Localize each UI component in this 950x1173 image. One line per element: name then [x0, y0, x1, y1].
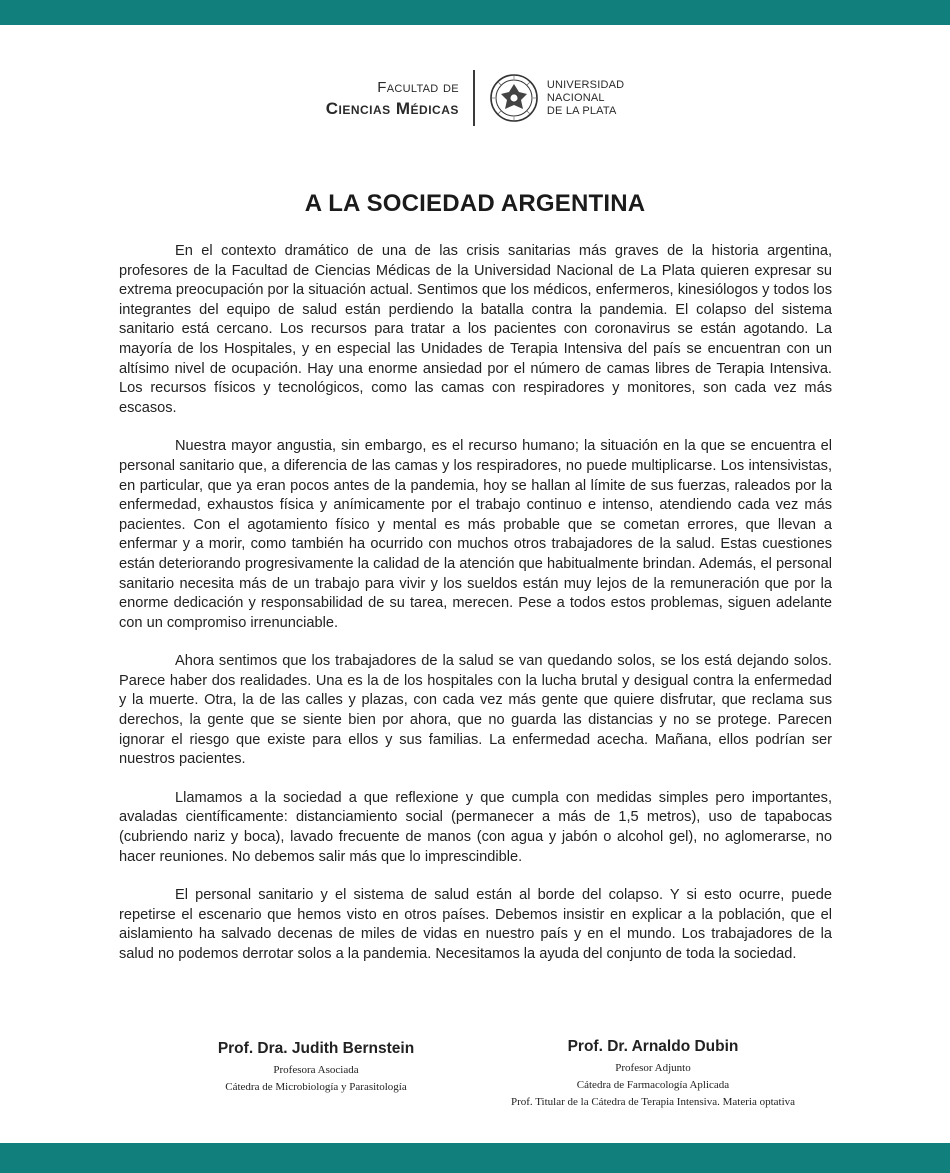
faculty-name: [326, 77, 459, 119]
paragraph-3: Ahora sentimos que los trabajadores de la salud se van quedando solos, se los está dejando solos. Parece haber dos realidades. Una es la de los hospitales con la lucha brutal y desigual contra la enfermedad y la muerte. Otra, la de las calles y plazas, con cada vez más gente que quiere disfrutar, que reclama sus derechos, la gente que se siente bien por ahora, que no guarda las distancias y no se protege. Parecen ignorar el riesgo que existe para ellos y sus familias. La enfermedad acecha. Mañana, ellos podrían ser nuestros pacientes.: [119, 653, 832, 768]
signatory-name: Prof. Dr. Arnaldo Dubin: [567, 1038, 739, 1055]
university-line-2: NACIONAL: [546, 91, 605, 104]
paragraph-4: Llamamos a la sociedad a que reflexione y que cumpla con medidas simples pero importantes, avaladas científicamente: distanciamiento social (permanecer a más de 1,5 metros), uso de tapabocas (cubriendo nariz y boca), lavado frecuente de manos (con agua y jabón o alcohol gel), no aglomerarse, no hacer reuniones. No debemos salir más que lo imprescindible.: [119, 789, 832, 865]
top-color-band: [0, 0, 950, 25]
signatory-extra-title: Prof. Titular de la Cátedra de Terapia Intensiva. Materia optativa: [510, 1096, 796, 1108]
signatory-name: Prof. Dra. Judith Bernstein: [217, 1040, 415, 1057]
signatory-role: Profesor Adjunto: [615, 1062, 691, 1074]
paragraph-5: El personal sanitario y el sistema de salud están al borde del colapso. Y si esto ocurre, puede repetirse el escenario que hemos visto en otros países. Debemos insistir en explicar a la población, que el aislamiento ha salvado decenas de miles de vidas en nuestro país y en el mundo. Los trabajadores de la salud no podemos derrotar solos a la pandemia. Necesitamos la ayuda del conjunto de toda la sociedad.: [119, 887, 832, 962]
document-title: A LA SOCIEDAD ARGENTINA: [304, 190, 646, 217]
header-divider: [473, 70, 475, 126]
paragraph-1: En el contexto dramático de una de las crisis sanitarias más graves de la historia argentina, profesores de la Facultad de Ciencias Médicas de la Universidad Nacional de La Plata quieren expresar su extrema preocupación por la situación actual. Sentimos que los médicos, enfermeros, kinesiólogos y todos los integrantes del equipo de salud están perdiendo la batalla contra la pandemia. El colapso del sistema sanitario está cercano. Los recursos para tratar a los pacientes con coronavirus se están agotando. La mayoría de los Hospitales, y en especial las Unidades de Terapia Intensiva del país se encuentran con un altísimo nivel de ocupación. Hay una enorme ansiedad por el número de camas libres de Terapia Intensiva. Los recursos físicos y tecnológicos, como las camas con respiradores y monitores, son cada vez más escasos.: [119, 243, 832, 416]
paragraph-2: Nuestra mayor angustia, sin embargo, es el recurso humano; la situación en la que se encuentra el personal sanitario que, a diferencia de las camas y los respiradores, no puede multiplicarse. Los intensivistas, en particular, que ya eran pocos antes de la pandemia, hoy se hallan al límite de sus fuerzas, raleados por la enfermedad, exhaustos física y anímicamente por el trabajo continuo e intenso, atendiendo cada vez más pacientes. Con el agotamiento físico y mental es más probable que se cometan errores, que llevan a enfermar y a morir, como también ha ocurrido con muchos otros trabajadores de la salud. Estas cuestiones están deteriorando progresivamente la calidad de la atención que habitualmente brindan. Además, el personal sanitario necesita más de un trabajo para vivir y los sueldos están muy lejos de la remuneración que por la enorme dedicación y responsabilidad de su tarea, merecen. Pese a todos estos problemas, siguen adelante con un compromiso irrenunciable.: [119, 438, 832, 631]
institution-header: [0, 70, 950, 126]
university-line-3: DE LA PLATA: [546, 104, 617, 117]
signatory-dubin: [478, 1038, 828, 1111]
university-line-1: UNIVERSIDAD: [546, 78, 625, 91]
signatory-bernstein: [190, 1040, 442, 1096]
unlp-seal-icon: [489, 70, 539, 126]
bottom-color-band: [0, 1143, 950, 1173]
signatory-department: Cátedra de Microbiología y Parasitología: [225, 1081, 407, 1093]
letter-body: [119, 242, 832, 984]
faculty-line-2: Ciencias Médicas: [325, 99, 459, 118]
signatory-department: Cátedra de Farmacología Aplicada: [576, 1079, 730, 1091]
university-name: [547, 79, 624, 118]
faculty-line-1: Facultad de: [377, 79, 459, 96]
signatory-role: Profesora Asociada: [273, 1064, 359, 1076]
